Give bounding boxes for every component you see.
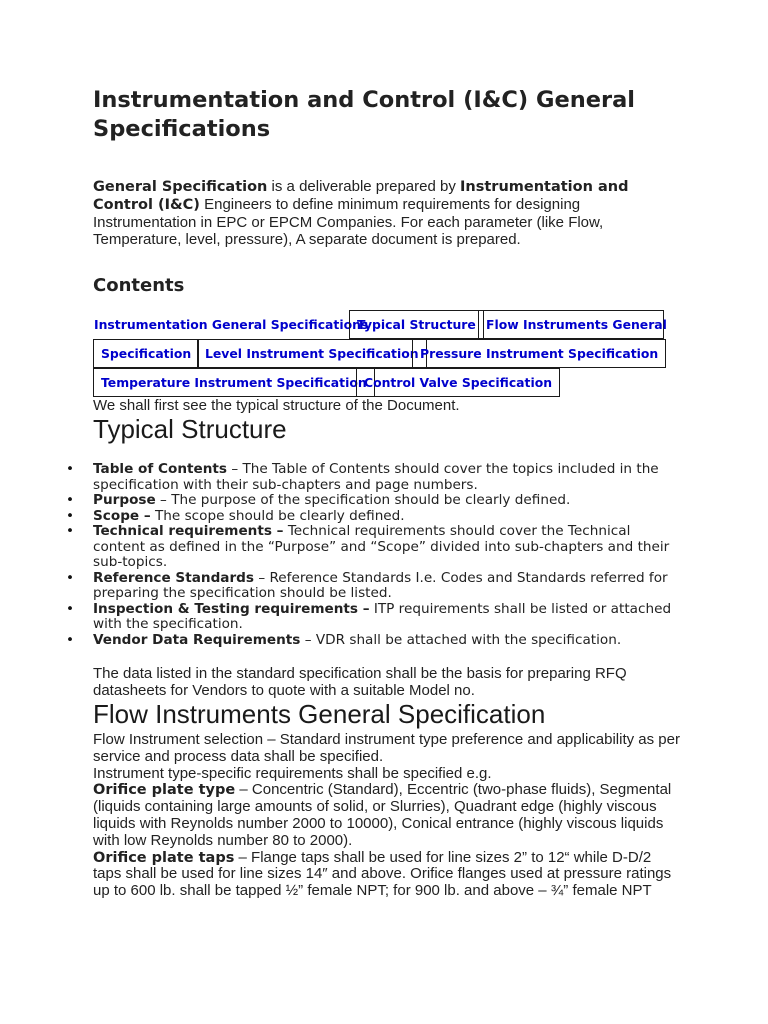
flow-selection-text: Flow Instrument selection – Standard instrument type preference and applicability as per service and process data shall be specified. [93,731,680,765]
item-text: The Table of Contents should cover the topics included in the specification with their sub-chapters and page numbers. [93,461,659,493]
typical-intro: We shall first see the typical structure of the Document. [93,397,460,414]
item-sep: – [155,492,172,508]
orifice-type-text: – Concentric (Standard), Eccentric (two-phase fluids), Segmental (liquids containing large amounts of solid, or Slurries), Quadrant edge (highly viscous liquids with Reynolds number 2000 to 10000), Conical entrance (highly viscous liquids with low Reynolds number 80 to 2000). [93,781,672,849]
intro-text: Engineers to define minimum requirements for designing Instrumentation in EPC or EPCM Companies. For each parameter (like Flow, Temperature, level, pressure), A separate document is prepared. [93,196,604,248]
orifice-taps-text: – Flange taps shall be used for line sizes 2” to 12“ while D-D/2 taps shall be used for line sizes 14″ and above. Orifice flanges used at pressure ratings up to 600 lb. shall be tapped ½” female NPT; for 900 lb. and above – ¾” female NPT [93,848,672,900]
intro-text: is a deliverable prepared by [267,178,461,195]
list-item [93,571,683,602]
intro-term: Instrumentation and Control (I&C) [93,179,629,213]
item-sep: – [254,569,270,586]
item-text: VDR shall be attached with the specification. [315,631,622,648]
toc-link-level-instrument[interactable]: Level Instrument Specification [197,339,427,368]
orifice-type-term: Orifice plate type [93,782,236,799]
item-term: Reference Standards [93,569,255,586]
flow-type-text: Instrument type-specific requirements shall be specified e.g. [93,764,492,782]
data-basis-paragraph: The data listed in the standard specification shall be the basis for preparing RFQ datasheets for Vendors to quote with a suitable Model no. [93,665,627,699]
item-text: Technical requirements should cover the Technical content as defined in the “Purpose” and “Scope” divided into sub-chapters and their sub-topics. [93,523,670,570]
toc-link-control-valve[interactable]: Control Valve Specification [356,368,560,397]
toc-link-pressure-instrument[interactable]: Pressure Instrument Specification [412,339,666,368]
toc-link-typical-structure[interactable]: Typical Structure [349,310,484,339]
intro-paragraph [93,178,673,248]
orifice-taps-term: Orifice plate taps [93,849,235,866]
item-text: The scope should be clearly defined. [155,507,405,524]
toc-link-specification[interactable]: Specification [93,339,199,368]
item-sep: – [227,461,243,477]
list-item [93,524,683,571]
item-term: Vendor Data Requirements [93,631,301,648]
item-sep: – [300,631,316,648]
typical-structure-heading: Typical Structure [93,414,287,444]
item-term: Table of Contents [93,461,227,477]
flow-instruments-heading: Flow Instruments General Specification [93,699,546,729]
toc-link-temperature-instrument[interactable]: Temperature Instrument Specification [93,368,375,397]
item-term: Technical requirements – [93,523,284,539]
item-term: Scope – [93,507,151,524]
orifice-type-paragraph [93,782,683,849]
list-item [93,493,683,509]
flow-section-body [93,732,683,900]
list-item [93,602,683,633]
list-item [93,633,683,649]
item-text: The purpose of the specification should be clearly defined. [171,492,571,508]
page-title: Instrumentation and Control (I&C) General Specifications [93,87,635,142]
toc-link-instrumentation-general[interactable]: Instrumentation General Specifications [94,317,369,332]
item-term: Inspection & Testing requirements – [93,600,370,617]
orifice-taps-paragraph [93,850,683,900]
item-text: ITP requirements shall be listed or attached with the specification. [93,600,672,632]
list-item [93,509,683,525]
intro-term: General Specification [93,179,268,195]
item-text: Reference Standards I.e. Codes and Standards referred for preparing the specification should be listed. [93,569,668,601]
item-term: Purpose [93,492,156,508]
contents-heading: Contents [93,275,185,296]
structure-list [93,462,683,648]
list-item [93,462,683,493]
toc-link-flow-instruments[interactable]: Flow Instruments General [478,310,664,339]
